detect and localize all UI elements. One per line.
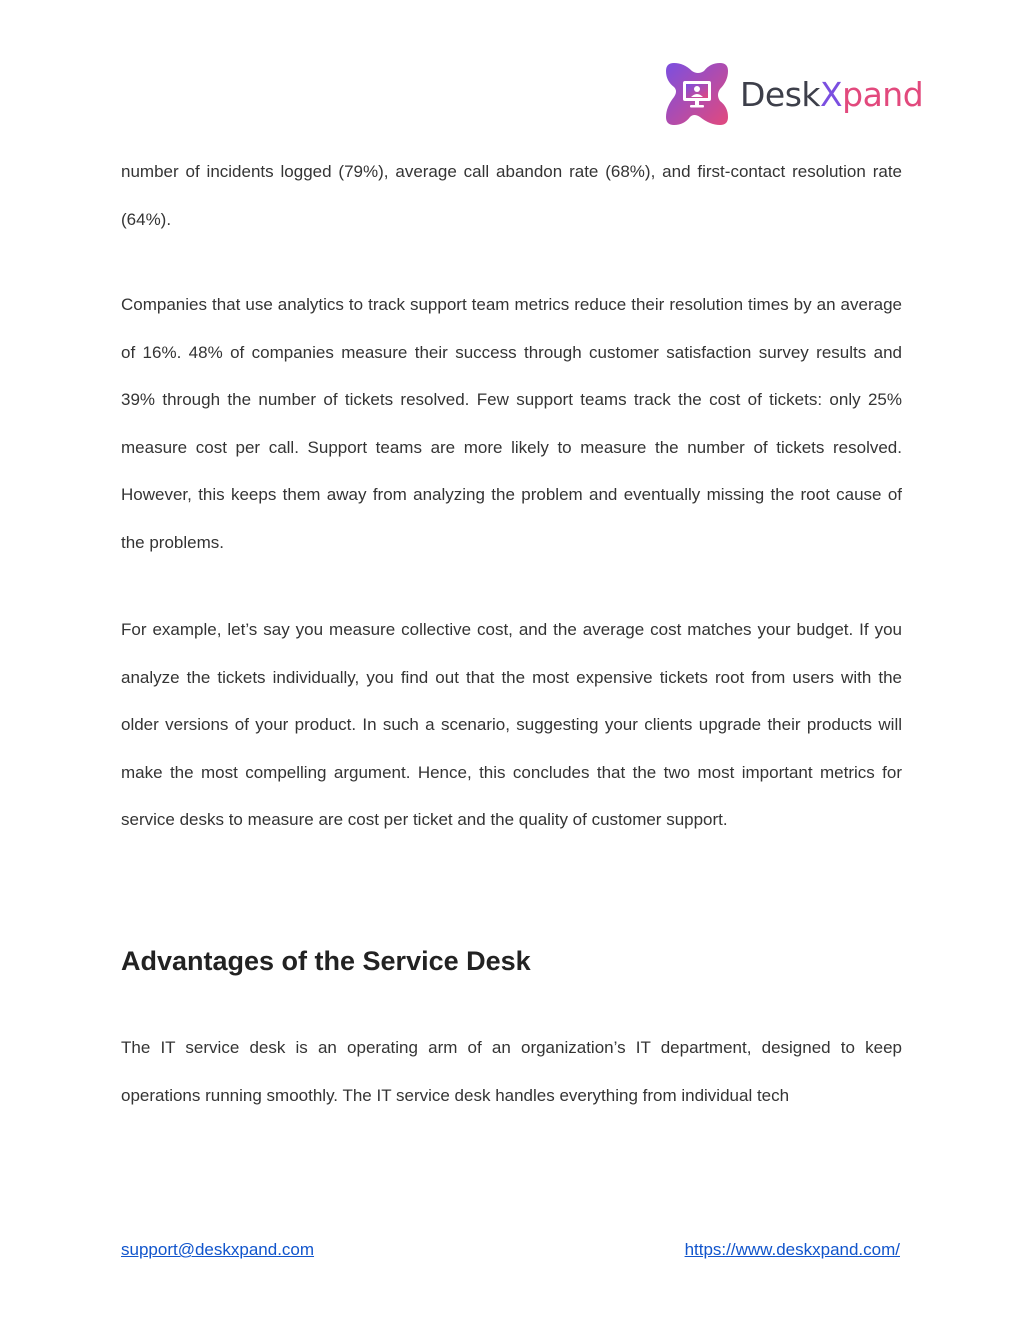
body-paragraph-2: Companies that use analytics to track support team metrics reduce their resolution times by an average of 16%. 48% of companies measure their success through customer satisfaction survey results and 39% through the number of tickets resolved. Few support teams track the cost of tickets: only 25% measure cost per call. Support teams are more likely to measure the number of tickets resolved. However, this keeps them away from analyzing the problem and eventually missing the root cause of the problems. <box>121 295 902 552</box>
brand-name-part3: pand <box>842 74 924 114</box>
body-paragraph-4: The IT service desk is an operating arm of an organization’s IT department, designed to keep operations running smoothly. The IT service desk handles everything from individual tech <box>121 1038 902 1105</box>
footer-email-link[interactable]: support@deskxpand.com <box>121 1240 315 1259</box>
body-paragraph-3: For example, let’s say you measure collective cost, and the average cost matches your budget. If you analyze the tickets individually, you find out that the most expensive tickets root from users with the older versions of your product. In such a scenario, suggesting your clients upgrade their products will make the most compelling argument. Hence, this concludes that the two most important metrics for service desks to measure are cost per ticket and the quality of customer support. <box>121 620 902 830</box>
brand-logo <box>664 60 923 128</box>
brand-name-part2: X <box>820 74 843 114</box>
body-paragraph-1: number of incidents logged (79%), average call abandon rate (68%), and first-contact resolution rate (64%). <box>121 162 902 229</box>
section-heading: Advantages of the Service Desk <box>121 946 531 976</box>
brand-name-part1: Desk <box>740 74 821 114</box>
brand-name <box>740 75 923 114</box>
monitor-user-icon <box>664 61 730 127</box>
footer-website-link[interactable]: https://www.deskxpand.com/ <box>684 1240 900 1259</box>
